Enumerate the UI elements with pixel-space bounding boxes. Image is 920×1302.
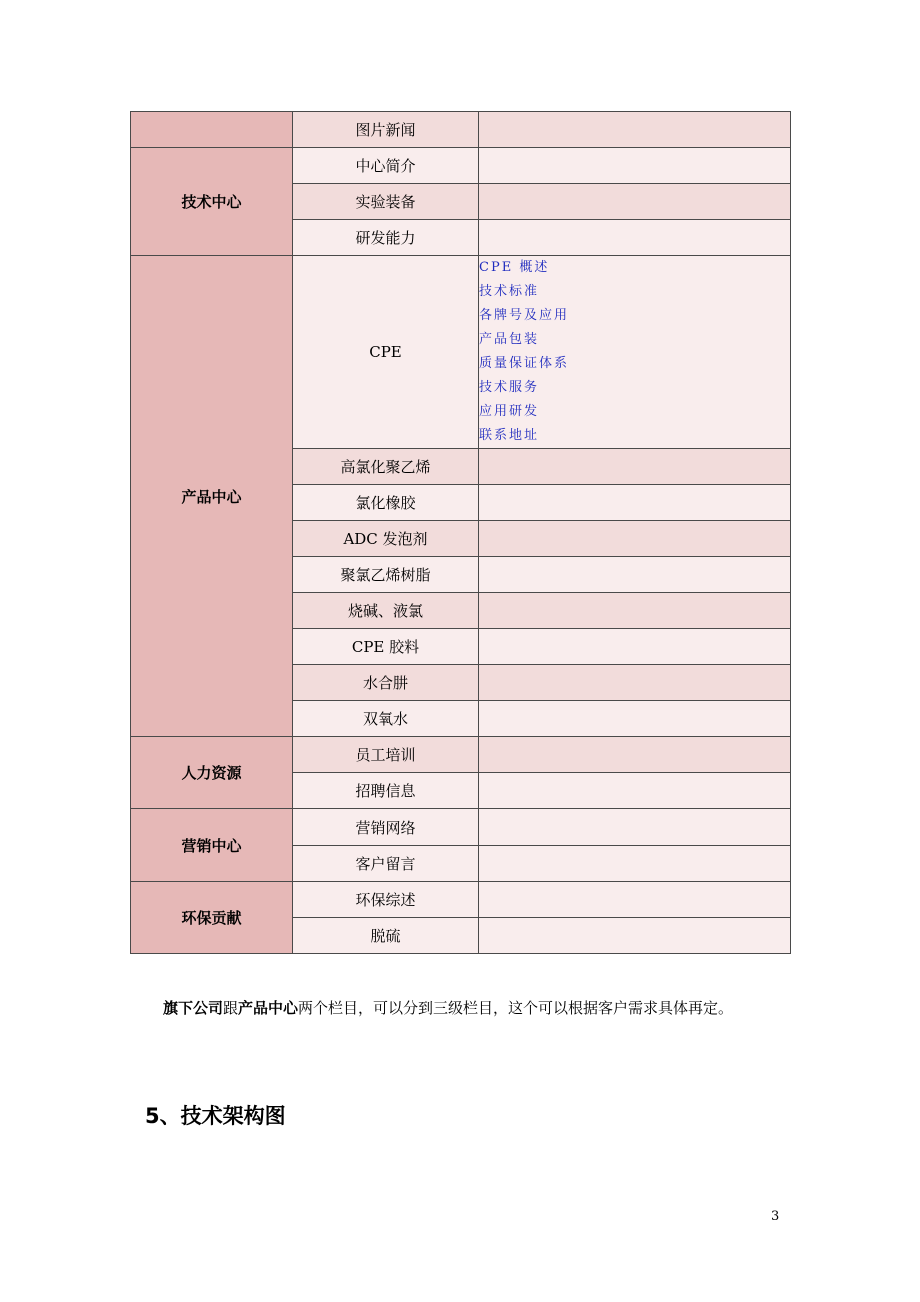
detail-cell [479, 846, 791, 882]
category-cell-empty [131, 112, 293, 148]
detail-link[interactable]: 各牌号及应用 [479, 308, 570, 323]
detail-cell [479, 593, 791, 629]
detail-cell [479, 809, 791, 846]
sub-item: 双氧水 [293, 701, 479, 737]
page-number: 3 [771, 1209, 780, 1224]
detail-cell [479, 521, 791, 557]
sub-item: 聚氯乙烯树脂 [293, 557, 479, 593]
category-human-resources: 人力资源 [131, 737, 293, 809]
detail-cell [479, 112, 791, 148]
detail-link[interactable]: CPE 概述 [479, 260, 550, 275]
detail-cell [479, 701, 791, 737]
table-row [131, 256, 791, 449]
detail-link[interactable]: 联系地址 [479, 428, 540, 443]
note-bold-1: 旗下公司 [163, 999, 224, 1017]
detail-cell [479, 665, 791, 701]
detail-link[interactable]: 应用研发 [479, 404, 540, 419]
sub-item: 中心简介 [293, 148, 479, 184]
detail-cell [479, 184, 791, 220]
sub-item: CPE 胶料 [293, 629, 479, 665]
sub-item: 水合肼 [293, 665, 479, 701]
detail-cell [479, 485, 791, 521]
note-bold-2: 产品中心 [238, 999, 299, 1017]
category-environment: 环保贡献 [131, 882, 293, 954]
detail-cell [479, 148, 791, 184]
category-product-center: 产品中心 [131, 256, 293, 737]
note-paragraph [163, 997, 733, 1018]
table-row [131, 882, 791, 918]
category-marketing-center: 营销中心 [131, 809, 293, 882]
sub-item: 脱硫 [293, 918, 479, 954]
sub-item: 环保综述 [293, 882, 479, 918]
detail-link[interactable]: 产品包装 [479, 332, 540, 347]
note-text-2: 两个栏目，可以分到三级栏目，这个可以根据客户需求具体再定。 [298, 999, 734, 1017]
site-map-table [130, 111, 791, 954]
detail-link[interactable]: 质量保证体系 [479, 356, 570, 371]
detail-cell [479, 629, 791, 665]
detail-cell [479, 220, 791, 256]
cpe-detail-list [479, 256, 791, 449]
sub-item-cpe: CPE [293, 256, 479, 449]
detail-link[interactable]: 技术标准 [479, 284, 540, 299]
sub-item: 烧碱、液氯 [293, 593, 479, 629]
sub-item: 研发能力 [293, 220, 479, 256]
section-heading: 5、技术架构图 [145, 1104, 286, 1128]
detail-cell [479, 918, 791, 954]
sub-item: ADC 发泡剂 [293, 521, 479, 557]
detail-cell [479, 773, 791, 809]
detail-cell [479, 449, 791, 485]
detail-link[interactable]: 技术服务 [479, 380, 540, 395]
sub-item: 高氯化聚乙烯 [293, 449, 479, 485]
detail-cell [479, 557, 791, 593]
sub-item: 招聘信息 [293, 773, 479, 809]
sub-item: 实验装备 [293, 184, 479, 220]
category-tech-center: 技术中心 [131, 148, 293, 256]
sub-item: 图片新闻 [293, 112, 479, 148]
table-row [131, 737, 791, 773]
table-row [131, 148, 791, 184]
detail-cell [479, 882, 791, 918]
sub-item: 营销网络 [293, 809, 479, 846]
sub-item: 客户留言 [293, 846, 479, 882]
table-row [131, 809, 791, 846]
sub-item: 员工培训 [293, 737, 479, 773]
detail-cell [479, 737, 791, 773]
note-text-1: 跟 [223, 999, 239, 1017]
table-row [131, 112, 791, 148]
sub-item: 氯化橡胶 [293, 485, 479, 521]
